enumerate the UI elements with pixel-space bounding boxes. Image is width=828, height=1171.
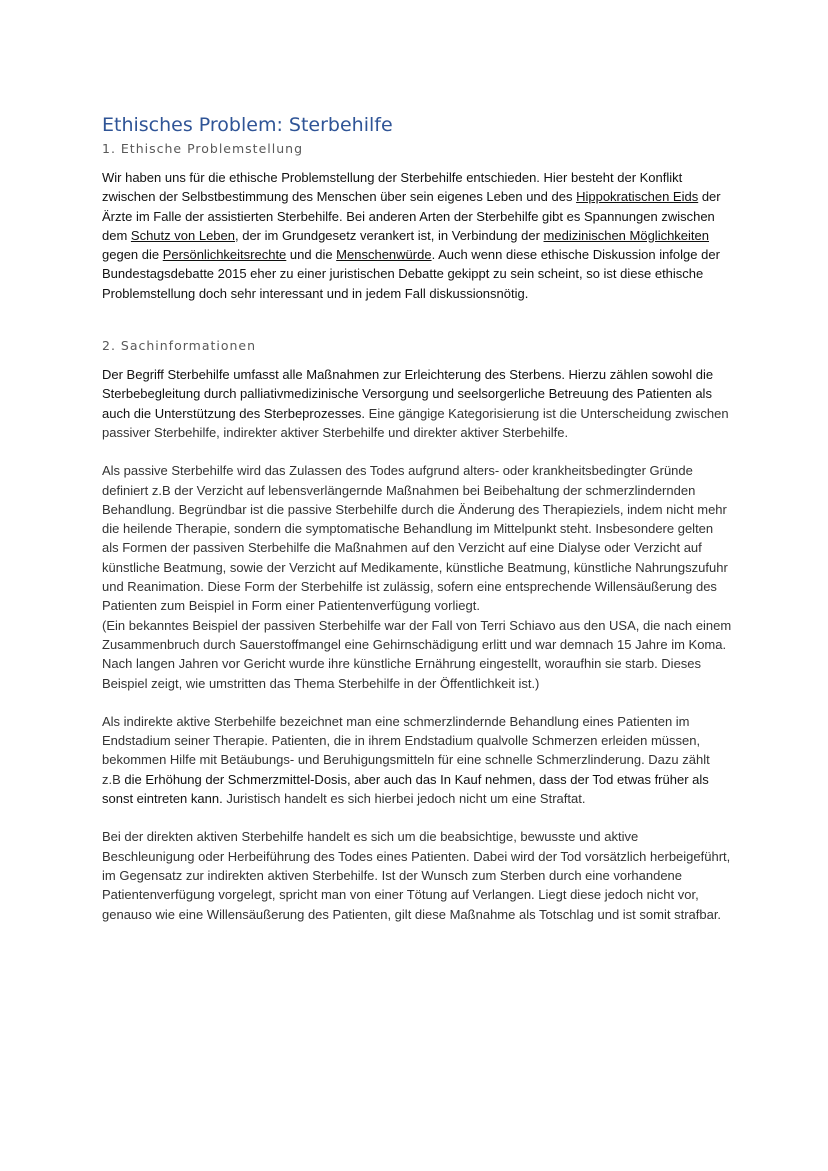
- text-span: gegen die: [102, 247, 163, 263]
- text-span: Juristisch handelt es sich hierbei jedoch nicht um eine Straftat.: [222, 791, 586, 807]
- definition-paragraph: [102, 365, 732, 442]
- term-hippokratischer-eid: Hippokratischen Eids: [576, 189, 699, 205]
- example-paragraph: (Ein bekanntes Beispiel der passiven Sterbehilfe war der Fall von Terri Schiavo aus den USA, die nach einem Zusammenbruch durch Sauerstoffmangel eine Gehirnschädigung erlitt und war demnach 15 Jahre im Koma. Nach langen Jahren vor Gericht wurde ihre künstliche Ernährung eingestellt, woraufhin sie starb. Dieses Beispiel zeigt, wie umstritten das Thema Sterbehilfe in der Öffentlichkeit ist.): [102, 617, 732, 691]
- categorization-text: Eine gängige Kategorisierung ist die Unterscheidung zwischen passiver Sterbehilfe, indirekter aktiver Sterbehilfe und direkter aktiver Sterbehilfe.: [102, 405, 729, 440]
- document-content: [102, 112, 732, 924]
- term-medizinische-moeglichkeiten: medizinischen Möglichkeiten: [543, 227, 710, 243]
- passive-sterbehilfe-paragraph: Als passive Sterbehilfe wird das Zulassen des Todes aufgrund alters- oder krankheitsbedingter Gründe definiert z.B der Verzicht auf lebensverlängernde Maßnahmen bei Beibehaltung der schmerzlindernden Behandlung. Begründbar ist die passive Sterbehilfe durch die Änderung des Therapieziels, indem nicht mehr die heilende Therapie, sondern die symptomatische Behandlung im Mittelpunkt steht. Insbesondere gelten als Formen der passiven Sterbehilfe die Maßnahmen auf den Verzicht auf eine Dialyse oder Verzicht auf künstliche Beatmung, sowie der Verzicht auf Medikamente, künstliche Beatmung, künstliche Nahrungszufuhr und Reanimation. Diese Form der Sterbehilfe ist zulässig, sofern eine entsprechende Willensäußerung des Patienten zum Beispiel in Form einer Patientenverfügung vorliegt.: [102, 463, 728, 614]
- emphasis-text: die Erhöhung der Schmerzmittel-Dosis, aber auch das In Kauf nehmen, dass der Tod etwas früher als sonst eintreten kann.: [102, 771, 709, 807]
- section-heading-facts: 2. Sachinformationen: [102, 338, 257, 354]
- document-title: Ethisches Problem: Sterbehilfe: [102, 114, 393, 136]
- text-span: , der im Grundgesetz verankert ist, in Verbindung der: [234, 227, 544, 243]
- text-span: Als indirekte aktive Sterbehilfe bezeichnet man eine schmerzlindernde Behandlung eines Patienten im Endstadium seiner Therapie. Patienten, die in ihrem Endstadium qualvolle Schmerzen erleiden müssen, bekommen Hilfe mit Betäubungs- und Beruhigungsmitteln für eine schnelle Schmerzlinderung. Dazu zählt z.B: [102, 713, 710, 787]
- text-span: Wir haben uns für die ethische Problemstellung der Sterbehilfe entschieden. Hier besteht der Konflikt zwischen der Selbstbestimmung des Menschen über sein eigenes Leben und des: [102, 170, 683, 205]
- term-persoenlichkeitsrechte: Persönlichkeitsrechte: [162, 247, 287, 263]
- term-menschenwuerde: Menschenwürde: [336, 247, 432, 263]
- term-schutz-von-leben: Schutz von Leben: [130, 227, 235, 243]
- problem-paragraph: [102, 168, 732, 303]
- indirect-active-paragraph: [102, 712, 732, 808]
- direct-active-paragraph: Bei der direkten aktiven Sterbehilfe handelt es sich um die beabsichtige, bewusste und aktive Beschleunigung oder Herbeiführung des Todes eines Patienten. Dabei wird der Tod vorsätzlich herbeigeführt, im Gegensatz zur indirekten aktiven Sterbehilfe. Ist der Wunsch zum Sterben durch eine vorhandene Patientenverfügung vorgelegt, spricht man von einer Tötung auf Verlangen. Liegt diese jedoch nicht vor, genauso wie eine Willensäußerung des Patienten, gilt diese Maßnahme als Totschlag und ist somit strafbar.: [102, 829, 731, 922]
- text-span: . Auch wenn diese ethische Diskussion infolge der Bundestagsdebatte 2015 eher zu einer juristischen Debatte gekippt zu sein scheint, so ist diese ethische Problemstellung doch sehr interessant und in jedem Fall diskussionsnötig.: [102, 247, 720, 301]
- definition-text: Der Begriff Sterbehilfe umfasst alle Maßnahmen zur Erleichterung des Sterbens. Hierzu zählen sowohl die Sterbebegleitung durch palliativmedizinische Versorgung und seelsorgerliche Betreuung des Patienten als auch die Unterstützung des Sterbeprozesses.: [102, 367, 714, 421]
- text-span: und die: [286, 247, 337, 263]
- section-heading-problem: 1. Ethische Problemstellung: [102, 141, 303, 156]
- text-span: der Ärzte im Falle der assistierten Sterbehilfe. Bei anderen Arten der Sterbehilfe gibt es Spannungen zwischen dem: [102, 189, 721, 243]
